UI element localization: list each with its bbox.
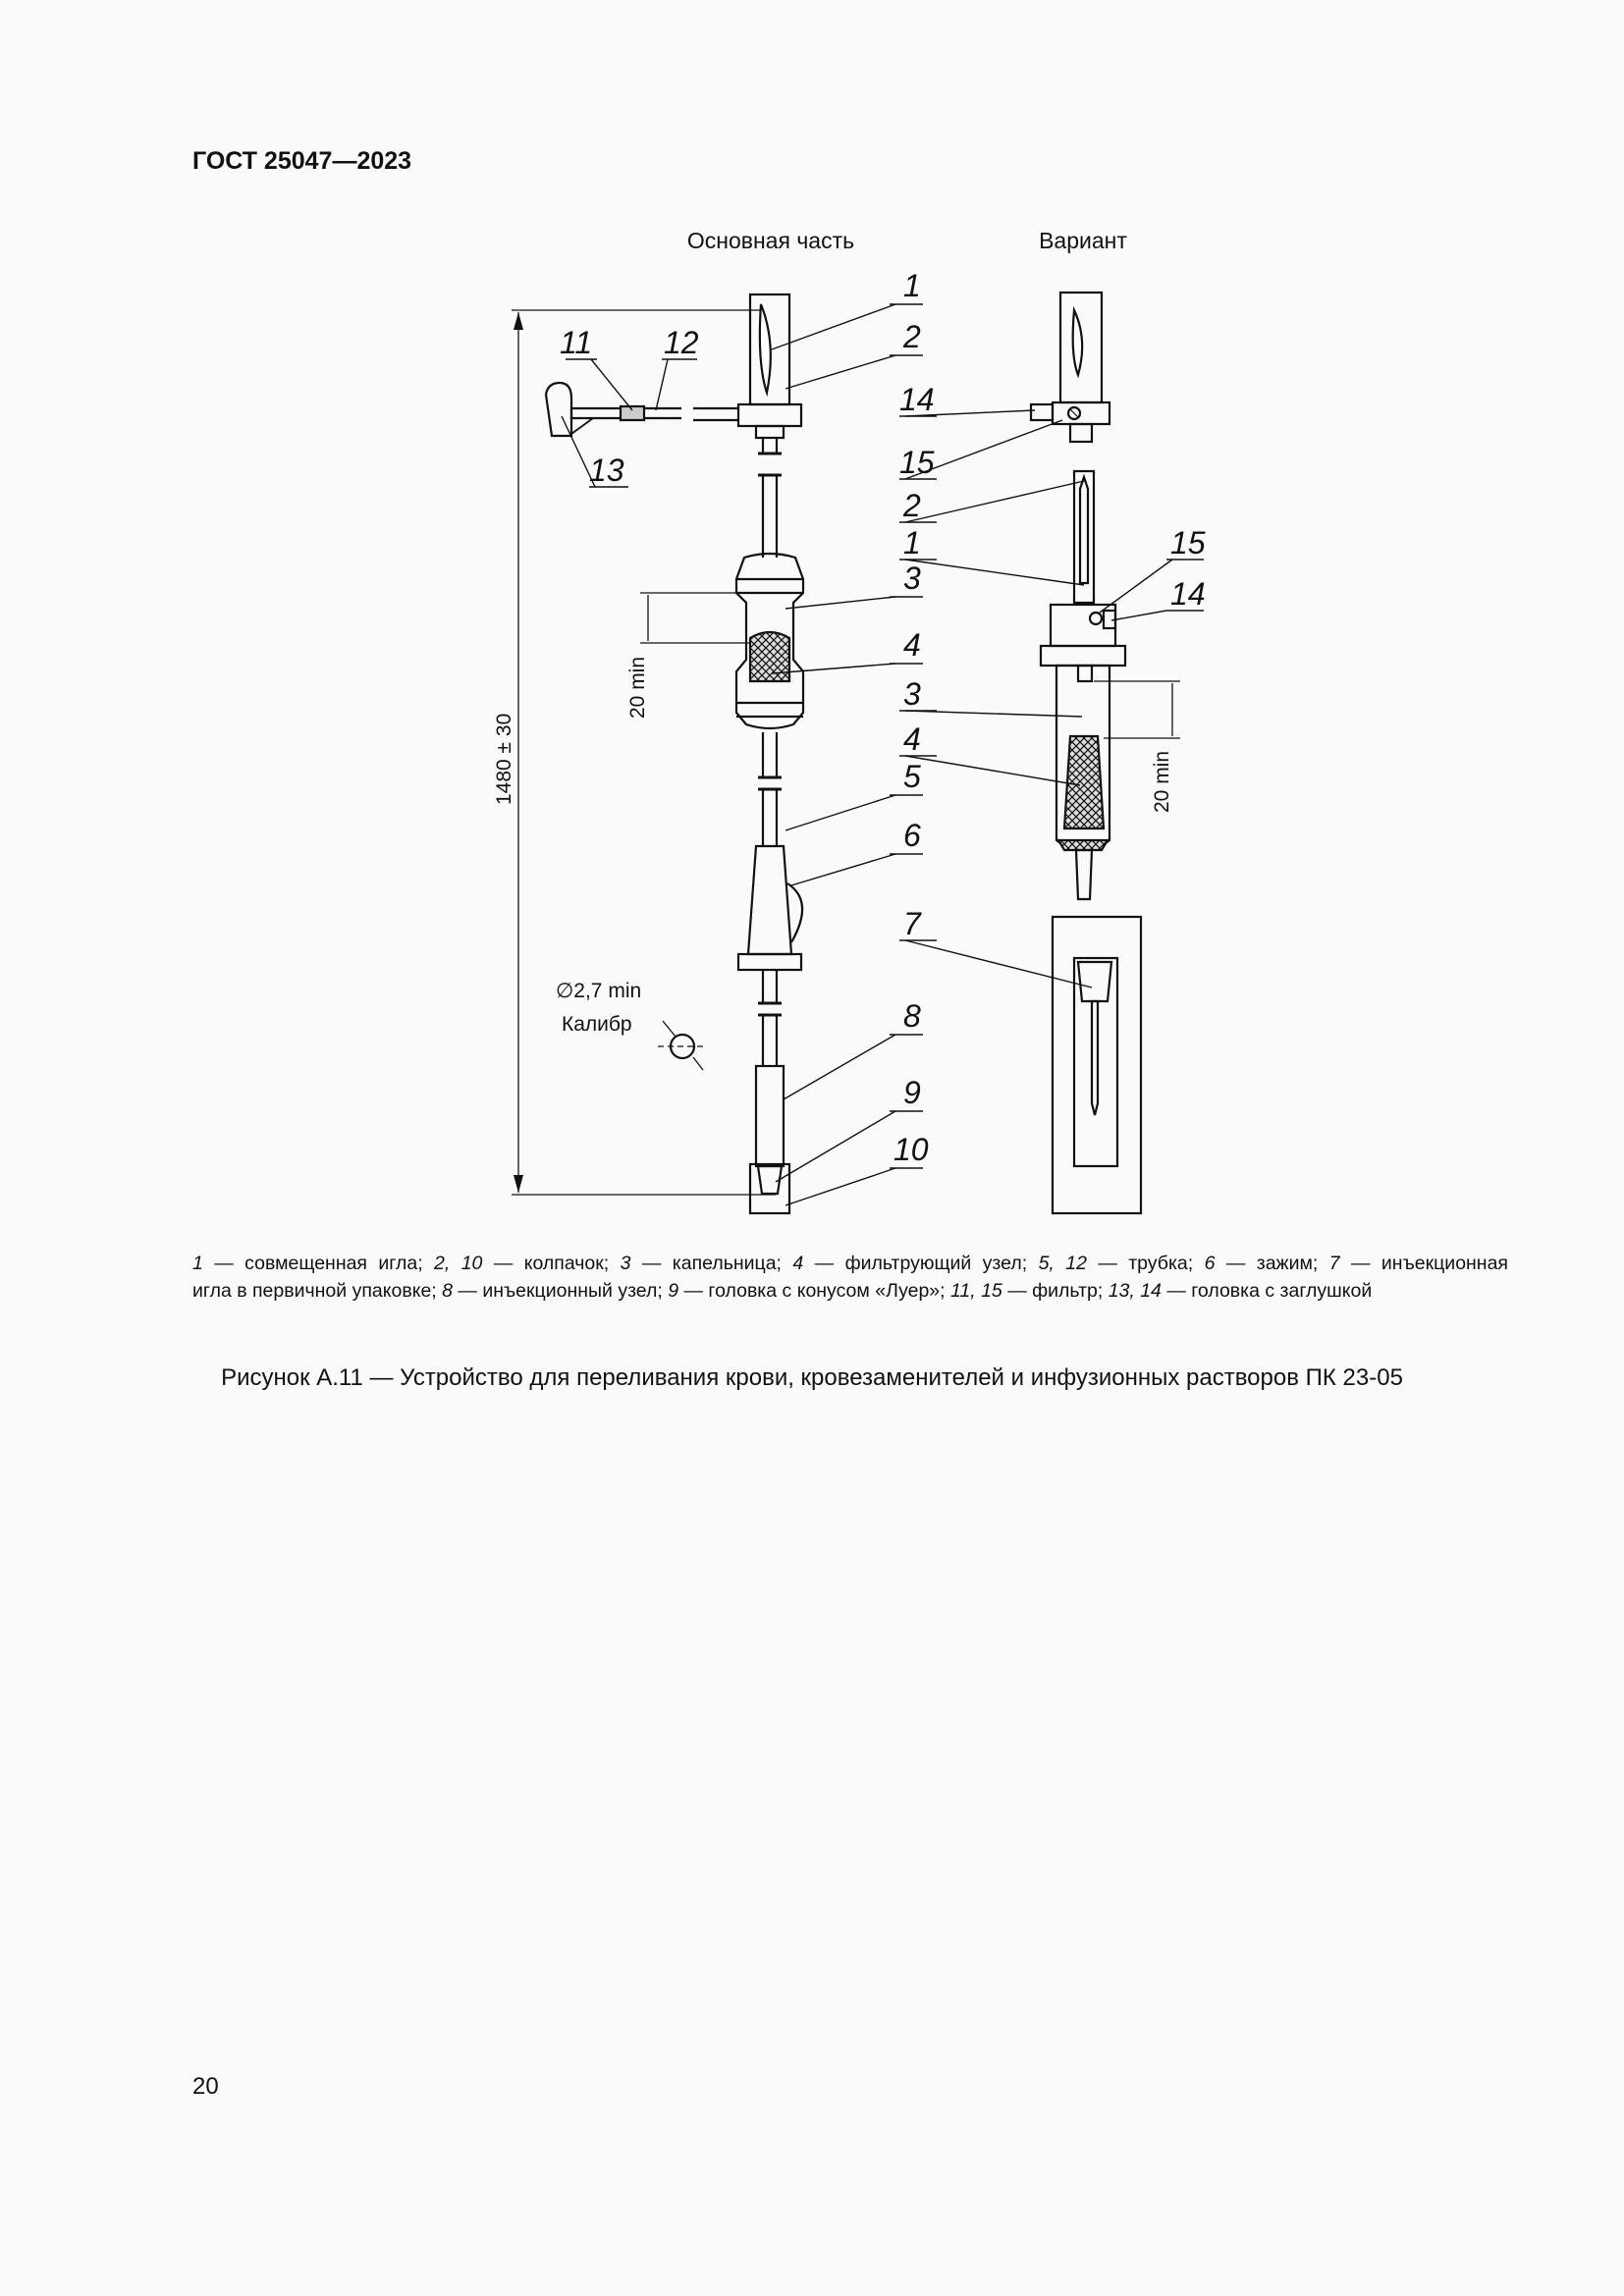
- callout-variant-2: 2: [903, 488, 921, 523]
- callout-variant-7: 7: [903, 906, 921, 941]
- callout-variant-15a: 15: [899, 445, 935, 480]
- callout-main-5: 5: [903, 759, 921, 794]
- callout-variant-15b: 15: [1170, 525, 1206, 561]
- legend-num: 11, 15: [950, 1280, 1002, 1302]
- callout-main-6: 6: [903, 818, 921, 853]
- view-title-variant: Вариант: [1039, 228, 1127, 253]
- callout-variant-14a: 14: [899, 382, 935, 417]
- figure-caption: Рисунок А.11 — Устройство для переливания крови, кровезаменителей и инфузионных растворов ПК 23-05: [221, 1364, 1403, 1391]
- legend-text: — колпачок;: [482, 1253, 621, 1274]
- legend-text: — зажим;: [1215, 1253, 1329, 1274]
- callout-main-12: 12: [664, 325, 699, 360]
- callout-variant-14b: 14: [1170, 576, 1206, 612]
- legend-text: — фильтрующий узел;: [803, 1253, 1039, 1274]
- figure-legend: [192, 1250, 1508, 1305]
- callout-main-2: 2: [903, 319, 921, 354]
- legend-num: 6: [1204, 1253, 1216, 1274]
- callout-main-4: 4: [903, 627, 921, 663]
- legend-num: 5, 12: [1038, 1253, 1087, 1274]
- dimension-min-variant: 20 min: [1151, 750, 1173, 813]
- legend-num: 1: [192, 1253, 203, 1274]
- legend-num: 2, 10: [434, 1253, 483, 1274]
- legend-text: — головка с заглушкой: [1161, 1280, 1373, 1302]
- legend-line-2: [192, 1277, 1508, 1305]
- legend-text: — инъекционный узел;: [452, 1280, 669, 1302]
- legend-text: — головка с конусом «Луер»;: [678, 1280, 950, 1302]
- legend-num: 9: [668, 1280, 679, 1302]
- dimension-total-length: 1480 ± 30: [493, 713, 515, 805]
- view-title-main: Основная часть: [686, 228, 855, 253]
- legend-num: 8: [442, 1280, 453, 1302]
- callout-main-13: 13: [589, 453, 624, 488]
- legend-text: — инъекционная: [1339, 1253, 1508, 1274]
- dimension-min-main: 20 min: [626, 656, 649, 719]
- callout-main-11: 11: [560, 325, 593, 360]
- callout-main-3: 3: [903, 561, 921, 596]
- legend-text: — совмещенная игла;: [202, 1253, 435, 1274]
- legend-text: — фильтр;: [1001, 1280, 1109, 1302]
- callout-variant-4: 4: [903, 721, 921, 757]
- caliber-label: Калибр: [562, 1013, 632, 1036]
- legend-line-1: [192, 1250, 1508, 1277]
- document-header: ГОСТ 25047—2023: [192, 147, 412, 175]
- caliber-diameter: ∅2,7 min: [556, 980, 642, 1002]
- callout-main-9: 9: [903, 1075, 921, 1110]
- main-assembly: [512, 294, 923, 1213]
- legend-num: 13, 14: [1108, 1280, 1162, 1302]
- callout-main-1: 1: [903, 268, 921, 303]
- callout-main-8: 8: [903, 998, 921, 1034]
- callout-main-10: 10: [893, 1132, 929, 1167]
- callout-variant-1: 1: [903, 525, 921, 561]
- legend-num: 4: [792, 1253, 804, 1274]
- callout-variant-3: 3: [903, 676, 921, 712]
- legend-num: 3: [620, 1253, 631, 1274]
- legend-num: 7: [1328, 1253, 1340, 1274]
- legend-text: — трубка;: [1086, 1253, 1205, 1274]
- page-number: 20: [192, 2073, 219, 2100]
- legend-text: — капельница;: [630, 1253, 793, 1274]
- legend-text: игла в первичной упаковке;: [192, 1280, 443, 1302]
